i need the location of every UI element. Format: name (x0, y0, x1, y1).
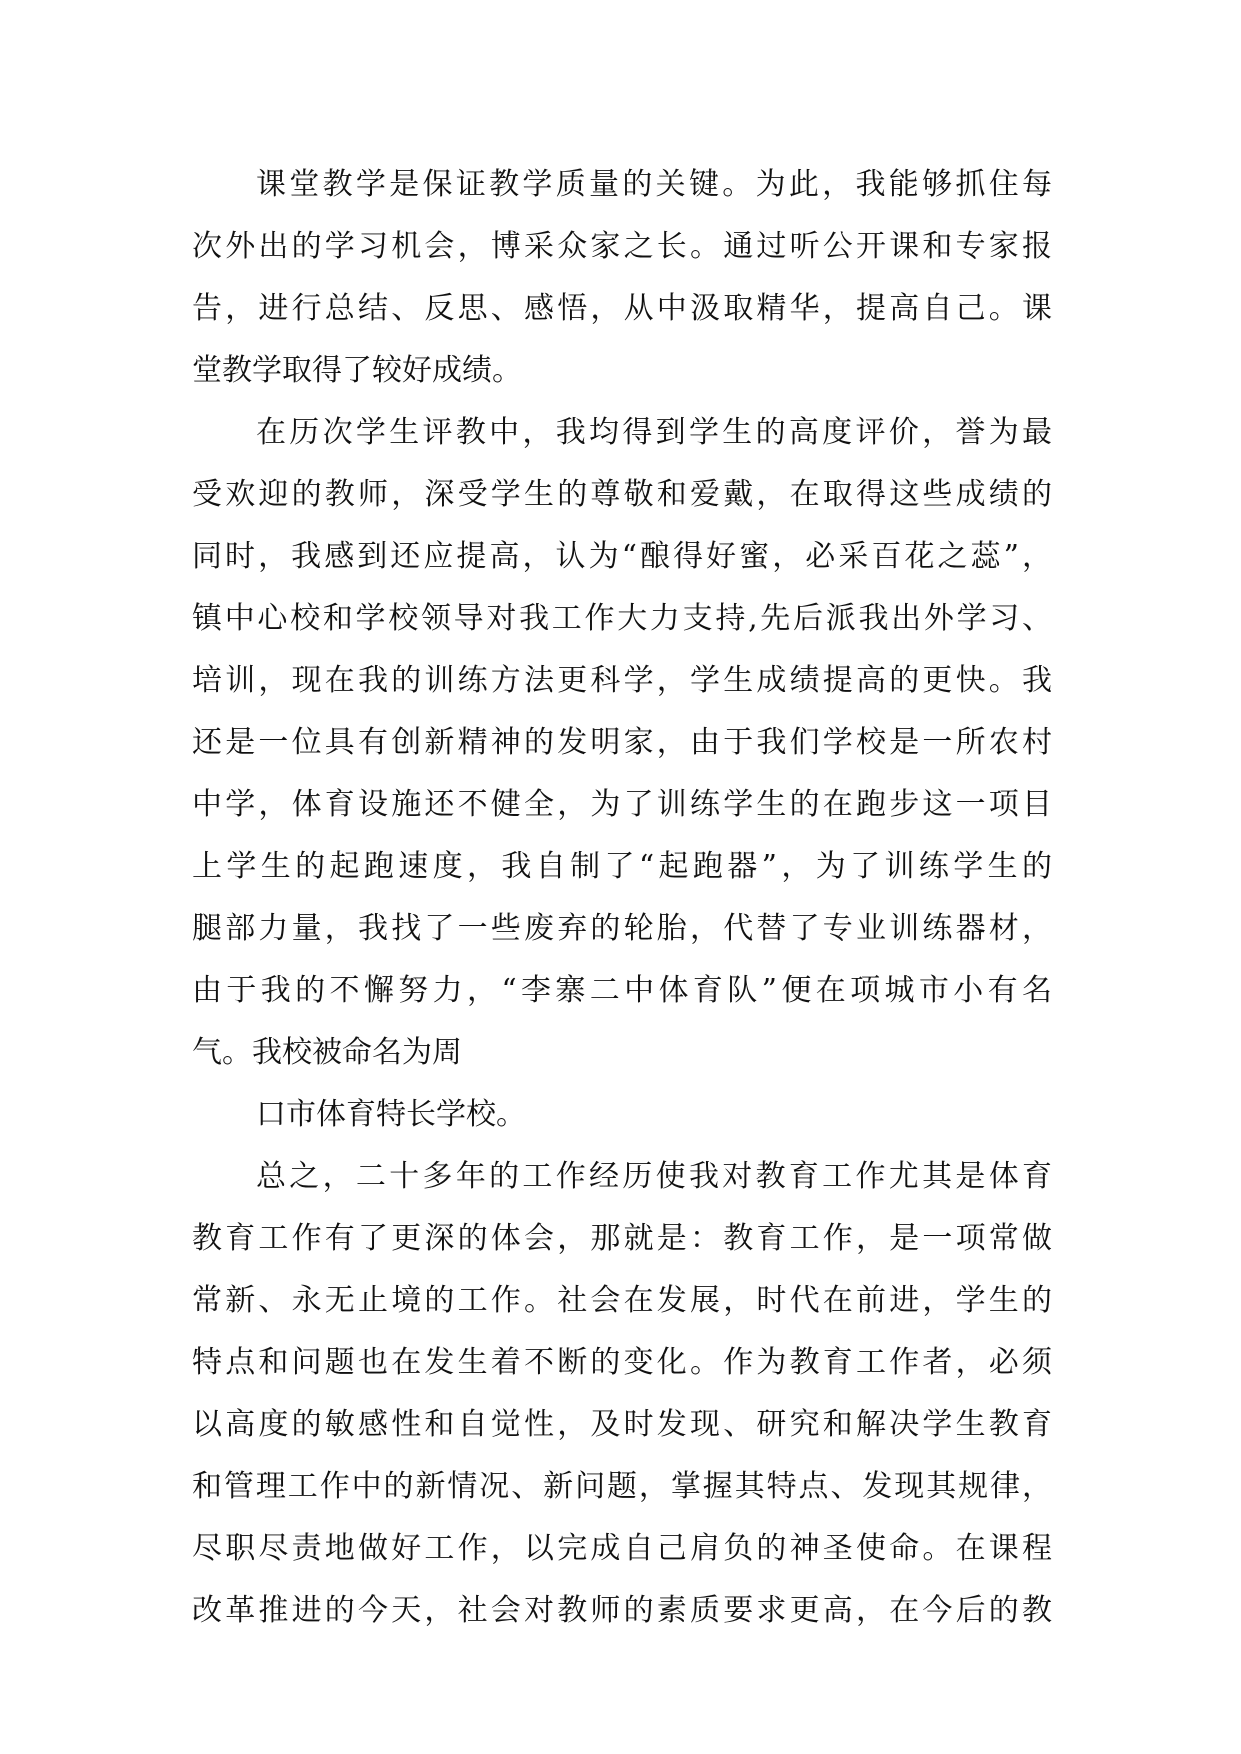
text-line: 次外出的学习机会，博采众家之长。通过听公开课和专家报 (192, 229, 1052, 264)
text-line: 镇中心校和学校领导对我工作大力支持,先后派我出外学习、 (192, 601, 1052, 636)
text-line: 上学生的起跑速度，我自制了“起跑器”，为了训练学生的 (192, 849, 1052, 884)
text-line: 改革推进的今天，社会对教师的素质要求更高，在今后的教 (192, 1593, 1052, 1628)
text-line: 教育工作有了更深的体会，那就是：教育工作，是一项常做 (192, 1221, 1052, 1256)
text-line: 中学，体育设施还不健全，为了训练学生的在跑步这一项目 (192, 787, 1052, 822)
text-line: 受欢迎的教师，深受学生的尊敬和爱戴，在取得这些成绩的 (192, 477, 1052, 512)
text-line: 课堂教学是保证教学质量的关键。为此，我能够抓住每 (256, 167, 1052, 202)
text-line: 同时，我感到还应提高，认为“酿得好蜜，必采百花之蕊”， (192, 539, 1052, 574)
text-line: 气。我校被命名为周 (192, 1035, 462, 1070)
text-line: 口市体育特长学校。 (256, 1097, 526, 1132)
text-line: 告，进行总结、反思、感悟，从中汲取精华，提高自己。课 (192, 291, 1052, 326)
body-text (192, 154, 1052, 1642)
text-line: 和管理工作中的新情况、新问题，掌握其特点、发现其规律， (192, 1469, 1052, 1504)
text-line: 以高度的敏感性和自觉性，及时发现、研究和解决学生教育 (192, 1407, 1052, 1442)
text-line: 特点和问题也在发生着不断的变化。作为教育工作者，必须 (192, 1345, 1052, 1380)
text-line: 腿部力量，我找了一些废弃的轮胎，代替了专业训练器材， (192, 911, 1052, 946)
text-line: 在历次学生评教中，我均得到学生的高度评价，誉为最 (256, 415, 1052, 450)
text-line: 还是一位具有创新精神的发明家，由于我们学校是一所农村 (192, 725, 1052, 760)
text-line: 常新、永无止境的工作。社会在发展，时代在前进，学生的 (192, 1283, 1052, 1318)
text-line: 堂教学取得了较好成绩。 (192, 353, 522, 388)
text-line: 由于我的不懈努力，“李寨二中体育队”便在项城市小有名 (192, 973, 1052, 1008)
text-line: 培训，现在我的训练方法更科学，学生成绩提高的更快。我 (192, 663, 1052, 698)
text-line: 尽职尽责地做好工作，以完成自己肩负的神圣使命。在课程 (192, 1531, 1052, 1566)
text-line: 总之，二十多年的工作经历使我对教育工作尤其是体育 (256, 1159, 1052, 1194)
